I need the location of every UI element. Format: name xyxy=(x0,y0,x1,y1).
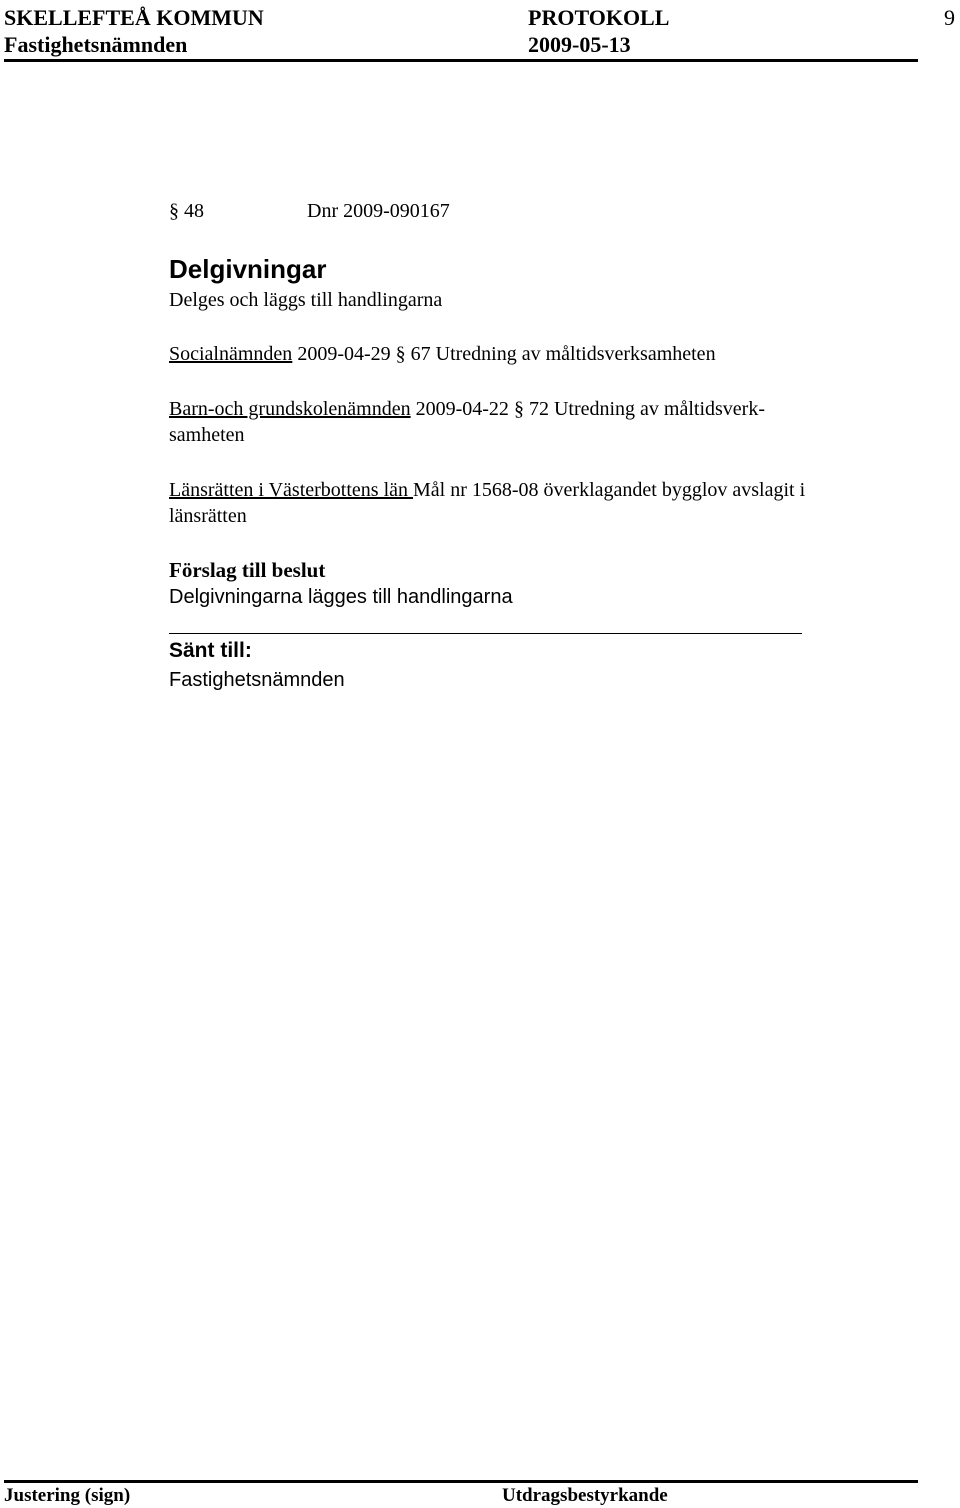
item-continuation: samheten xyxy=(169,424,245,446)
list-item xyxy=(169,477,805,503)
list-item xyxy=(169,341,716,367)
paragraph-sign: § xyxy=(395,343,406,365)
footer-utdragsbestyrkande: Utdragsbestyrkande xyxy=(502,1485,668,1506)
sent-to-recipient: Fastighetsnämnden xyxy=(169,669,345,691)
page-title: Delgivningar xyxy=(169,254,327,284)
paragraph-sign: § xyxy=(169,200,179,222)
diary-number: Dnr 2009-090167 xyxy=(307,200,450,222)
item-continuation: länsrätten xyxy=(169,505,247,527)
item-date: 2009-04-29 xyxy=(292,343,396,365)
item-source: Socialnämnden xyxy=(169,343,293,365)
header-rule xyxy=(4,59,918,62)
proposal-heading: Förslag till beslut xyxy=(169,558,326,582)
protocol-date: 2009-05-13 xyxy=(528,32,631,57)
section-heading xyxy=(169,198,204,224)
proposal-text: Delgivningarna lägges till handlingarna xyxy=(169,586,513,608)
intro-text: Delges och läggs till handlingarna xyxy=(169,289,443,311)
committee-name: Fastighetsnämnden xyxy=(4,32,188,57)
item-source: Länsrätten i Västerbottens län xyxy=(169,479,414,501)
sent-to-heading: Sänt till: xyxy=(169,639,252,662)
item-text: 67 Utredning av måltidsverksamheten xyxy=(405,343,716,365)
footer-rule xyxy=(4,1480,918,1483)
section-number: 48 xyxy=(184,200,204,222)
document-type: PROTOKOLL xyxy=(528,5,670,30)
separator-line xyxy=(169,633,802,634)
item-source: Barn-och grundskolenämnden xyxy=(169,398,411,420)
list-item xyxy=(169,396,765,422)
item-date: 2009-04-22 xyxy=(410,398,514,420)
page-number: 9 xyxy=(944,5,955,30)
municipality-name: SKELLEFTEÅ KOMMUN xyxy=(4,5,264,30)
footer-justering: Justering (sign) xyxy=(4,1485,131,1506)
item-text: Mål nr 1568-08 överklagandet bygglov avslagit i xyxy=(413,479,806,501)
item-text: 72 Utredning av måltidsverk- xyxy=(523,398,765,420)
paragraph-sign: § xyxy=(513,398,524,420)
